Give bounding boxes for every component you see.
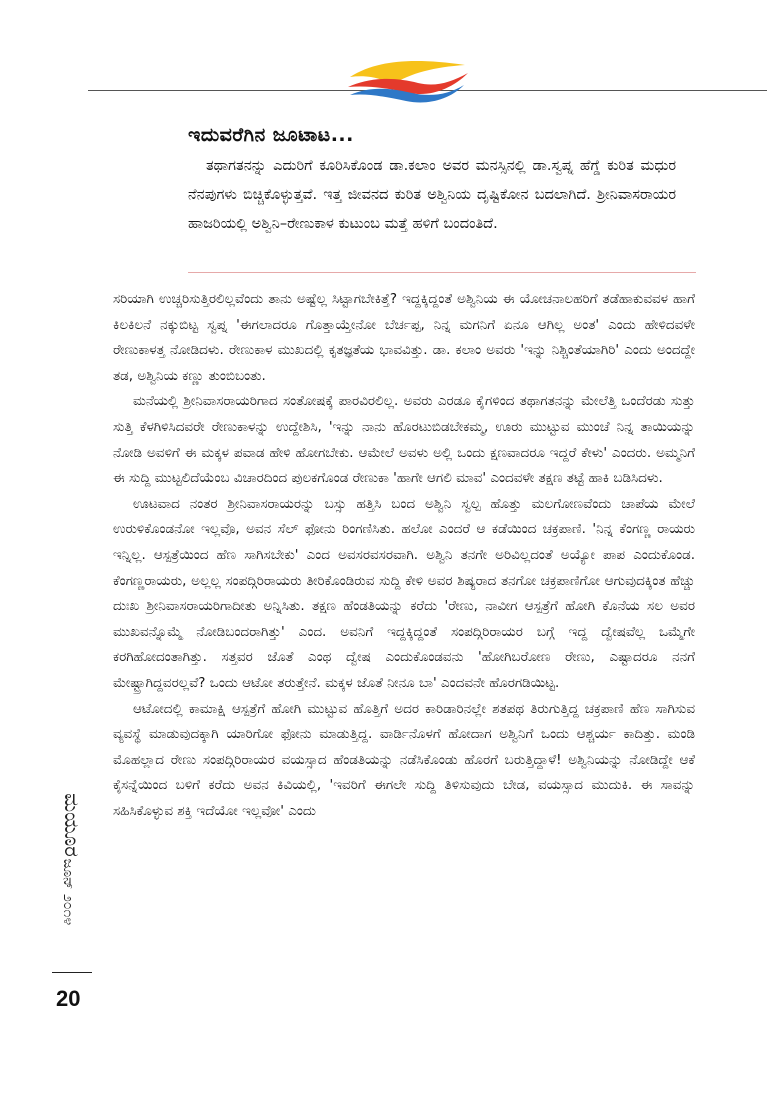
body-paragraph: ಮನೆಯಲ್ಲಿ ಶ್ರೀನಿವಾಸರಾಯರಿಗಾದ ಸಂತೋಷಕ್ಕೆ ಪಾರವಿರಲಿಲ್ಲ. ಅವರು ಎರಡೂ ಕೈಗಳಿಂದ ತಥಾಗತನನ್ನು ಮೇಲೆತ್ತಿ ಒಂದೆರಡು ಸುತ್ತು ಸುತ್ತಿ ಕೆಳಗಿಳಿಸಿದವರೇ ರೇಣುಕಾಳನ್ನು ಉದ್ದೇಶಿಸಿ, 'ಇನ್ನು ನಾನು ಹೊರಟುಬಿಡಬೇಕಮ್ಮ, ಊರು ಮುಟ್ಟುವ ಮುಂಚೆ ನಿನ್ನ ತಾಯಿಯನ್ನು ನೋಡಿ ಅವಳಿಗೆ ಈ ಮಕ್ಕಳ ಪವಾಡ ಹೇಳಿ ಹೋಗಬೇಕು. ಆಮೇಲೆ ಅವಳು ಅಲ್ಲಿ ಒಂದು ಕ್ಷಣವಾದರೂ ಇದ್ದರೆ ಕೇಳು' ಎಂದರು. ಅಮ್ಮನಿಗೆ ಈ ಸುದ್ದಿ ಮುಟ್ಟಲಿದೆಯೆಂಬ ವಿಚಾರದಿಂದ ಪುಲಕಗೊಂಡ ರೇಣುಕಾ 'ಹಾಗೇ ಆಗಲಿ ಮಾವ' ಎಂದವಳೇ ತಕ್ಷಣ ತಟ್ಟೆ ಹಾಕಿ ಬಡಿಸಿದಳು. [113,393,695,487]
sidebar-rule [52,972,92,973]
summary-divider [188,272,696,273]
magazine-logo-waves [340,55,475,105]
body-paragraph: ಆಟೋದಲ್ಲಿ ಕಾಮಾಕ್ಷಿ ಆಸ್ಪತ್ರೆಗೆ ಹೋಗಿ ಮುಟ್ಟುವ ಹೊತ್ತಿಗೆ ಅದರ ಕಾರಿಡಾರಿನಲ್ಲೇ ಶತಪಥ ತಿರುಗುತ್ತಿದ್ದ ಚಕ್ರಪಾಣಿ ಹೆಣ ಸಾಗಿಸುವ ವ್ಯವಸ್ಥೆ ಮಾಡುವುದಕ್ಕಾಗಿ ಯಾರಿಗೋ ಫೋನು ಮಾಡುತ್ತಿದ್ದ. ವಾರ್ಡಿನೊಳಗೆ ಹೋದಾಗ ಅಶ್ವಿನಿಗೆ ಒಂದು ಆಶ್ಚರ್ಯ ಕಾದಿತ್ತು. ಮಂಡಿ ಮೊಹಲ್ಲಾದ ರೇಣು ಸಂಪದ್ಗಿರಿರಾಯರ ವಯಸ್ಸಾದ ಹೆಂಡತಿಯನ್ನು ನಡೆಸಿಕೊಂಡು ಹೊರಗೆ ಬರುತ್ತಿದ್ದಾಳೆ! ಅಶ್ವಿನಿಯನ್ನು ನೋಡಿದ್ದೇ ಆಕೆ ಕೈಸನ್ನೆಯಿಂದ ಬಳಿಗೆ ಕರೆದು ಅವನ ಕಿವಿಯಲ್ಲಿ, 'ಇವರಿಗೆ ಈಗಲೇ ಸುದ್ದಿ ತಿಳಿಸುವುದು ಬೇಡ, ವಯಸ್ಸಾದ ಮುದುಕಿ. ಈ ಸಾವನ್ನು ಸಹಿಸಿಕೊಳ್ಳುವ ಶಕ್ತಿ ಇದೆಯೋ ಇಲ್ಲವೋ' ಎಂದು [113,700,695,819]
page-number: 20 [56,986,81,1011]
magazine-name-vertical: ಮಯೂರ [60,793,84,857]
issue-date-vertical: ಜೂನ್ ೨೦೧೪ [60,858,76,926]
summary-heading: ಇದುವರೆಗಿನ ಜೂಟಾಟ... [188,124,354,146]
summary-paragraph: ತಥಾಗತನನ್ನು ಎದುರಿಗೆ ಕೂರಿಸಿಕೊಂಡ ಡಾ.ಕಲಾಂ ಅವರ ಮನಸ್ಸಿನಲ್ಲಿ ಡಾ.ಸ್ವಪ್ನ ಹೆಗ್ಡೆ ಕುರಿತ ಮಧುರ ನೆನಪುಗಳು ಬಿಚ್ಚಿಕೊಳ್ಳುತ್ತವೆ. ಇತ್ತ ಜೀವನದ ಕುರಿತ ಅಶ್ವಿನಿಯ ದೃಷ್ಟಿಕೋನ ಬದಲಾಗಿದೆ. ಶ್ರೀನಿವಾಸರಾಯರ ಹಾಜರಿಯಲ್ಲಿ ಅಶ್ವಿನಿ–ರೇಣುಕಾಳ ಕುಟುಂಬ ಮತ್ತೆ ಹಳಿಗೆ ಬಂದಂತಿದೆ. [188,158,676,232]
body-paragraph: ಸರಿಯಾಗಿ ಉಚ್ಚರಿಸುತ್ತಿರಲಿಲ್ಲವೆಂದು ತಾನು ಅಷ್ಟೆಲ್ಲ ಸಿಟ್ಟಾಗಬೇಕಿತ್ತೆ? ಇದ್ದಕ್ಕಿದ್ದಂತೆ ಅಶ್ವಿನಿಯ ಈ ಯೋಚನಾಲಹರಿಗೆ ತಡೆಹಾಕುವವಳ ಹಾಗೆ ಕಿಲಕಿಲನೆ ನಕ್ಕುಬಿಟ್ಟ ಸ್ವಪ್ನ 'ಈಗಲಾದರೂ ಗೊತ್ತಾಯ್ತೇನೋ ಬೆರ್ಚಪ್ಪ, ನಿನ್ನ ಮಗನಿಗೆ ಏನೂ ಆಗಿಲ್ಲ ಅಂತ' ಎಂದು ಹೇಳಿದವಳೇ ರೇಣುಕಾಳತ್ತ ನೋಡಿದಳು. ರೇಣುಕಾಳ ಮುಖದಲ್ಲಿ ಕೃತಜ್ಞತೆಯ ಭಾವವಿತ್ತು. ಡಾ. ಕಲಾಂ ಅವರು 'ಇನ್ನು ನಿಶ್ಚಿಂತೆಯಾಗಿರಿ' ಎಂದು ಅಂದದ್ದೇ ತಡ, ಅಶ್ವಿನಿಯ ಕಣ್ಣು ತುಂಬಿಬಂತು. [113,291,695,384]
body-paragraph: ಊಟವಾದ ನಂತರ ಶ್ರೀನಿವಾಸರಾಯರನ್ನು ಬಸ್ಸು ಹತ್ತಿಸಿ ಬಂದ ಅಶ್ವಿನಿ ಸ್ವಲ್ಪ ಹೊತ್ತು ಮಲಗೋಣವೆಂದು ಚಾಪೆಯ ಮೇಲೆ ಉರುಳಿಕೊಂಡನೋ ಇಲ್ಲವೊ, ಅವನ ಸೆಲ್ ಫೋನು ರಿಂಗಣಿಸಿತು. ಹಲೋ ಎಂದರೆ ಆ ಕಡೆಯಿಂದ ಚಕ್ರಪಾಣಿ. 'ನಿನ್ನ ಕೆಂಗಣ್ಣ ರಾಯರು ಇನ್ನಿಲ್ಲ. ಆಸ್ಪತ್ರೆಯಿಂದ ಹೆಣ ಸಾಗಿಸಬೇಕು' ಎಂದ ಅವಸರವಸರವಾಗಿ. ಅಶ್ವಿನಿ ತನಗೇ ಅರಿವಿಲ್ಲದಂತೆ ಅಯ್ಯೋ ಪಾಪ ಎಂದುಕೊಂಡ. ಕೆಂಗಣ್ಣರಾಯರು, ಅಲ್ಲಲ್ಲ ಸಂಪದ್ಗಿರಿರಾಯರು ತೀರಿಕೊಂಡಿರುವ ಸುದ್ದಿ ಕೇಳಿ ಅವರ ಶಿಷ್ಯರಾದ ತನಗೋ ಚಕ್ರಪಾಣಿಗೋ ಆಗುವುದಕ್ಕಿಂತ ಹೆಚ್ಚು ದುಃಖ ಶ್ರೀನಿವಾಸರಾಯರಿಗಾದೀತು ಅನ್ನಿಸಿತು. ತಕ್ಷಣ ಹೆಂಡತಿಯನ್ನು ಕರೆದು 'ರೇಣು, ನಾವೀಗ ಆಸ್ಪತ್ರೆಗೆ ಹೋಗಿ ಕೊನೆಯ ಸಲ ಅವರ ಮುಖವನ್ನೊಮ್ಮೆ ನೋಡಿಬಂದರಾಗಿತ್ತು' ಎಂದ. ಅವನಿಗೆ ಇದ್ದಕ್ಕಿದ್ದಂತೆ ಸಂಪದ್ಗಿರಿರಾಯರ ಬಗ್ಗೆ ಇದ್ದ ದ್ವೇಷವೆಲ್ಲ ಒಮ್ಮೆಗೇ ಕರಗಿಹೋದಂತಾಗಿತ್ತು. ಸತ್ತವರ ಜೊತೆ ಎಂಥ ದ್ವೇಷ ಎಂದುಕೊಂಡವನು 'ಹೋಗಿಬರೋಣ ರೇಣು, ಎಷ್ಟಾದರೂ ನನಗೆ ಮೇಷ್ಟ್ರಾಗಿದ್ದವರಲ್ಲವೆ? ಒಂದು ಆಟೋ ತರುತ್ತೇನೆ. ಮಕ್ಕಳ ಜೊತೆ ನೀನೂ ಬಾ' ಎಂದವನೇ ಹೊರಗಡಿಯಿಟ್ಟ. [113,495,695,691]
article-body [113,287,695,824]
